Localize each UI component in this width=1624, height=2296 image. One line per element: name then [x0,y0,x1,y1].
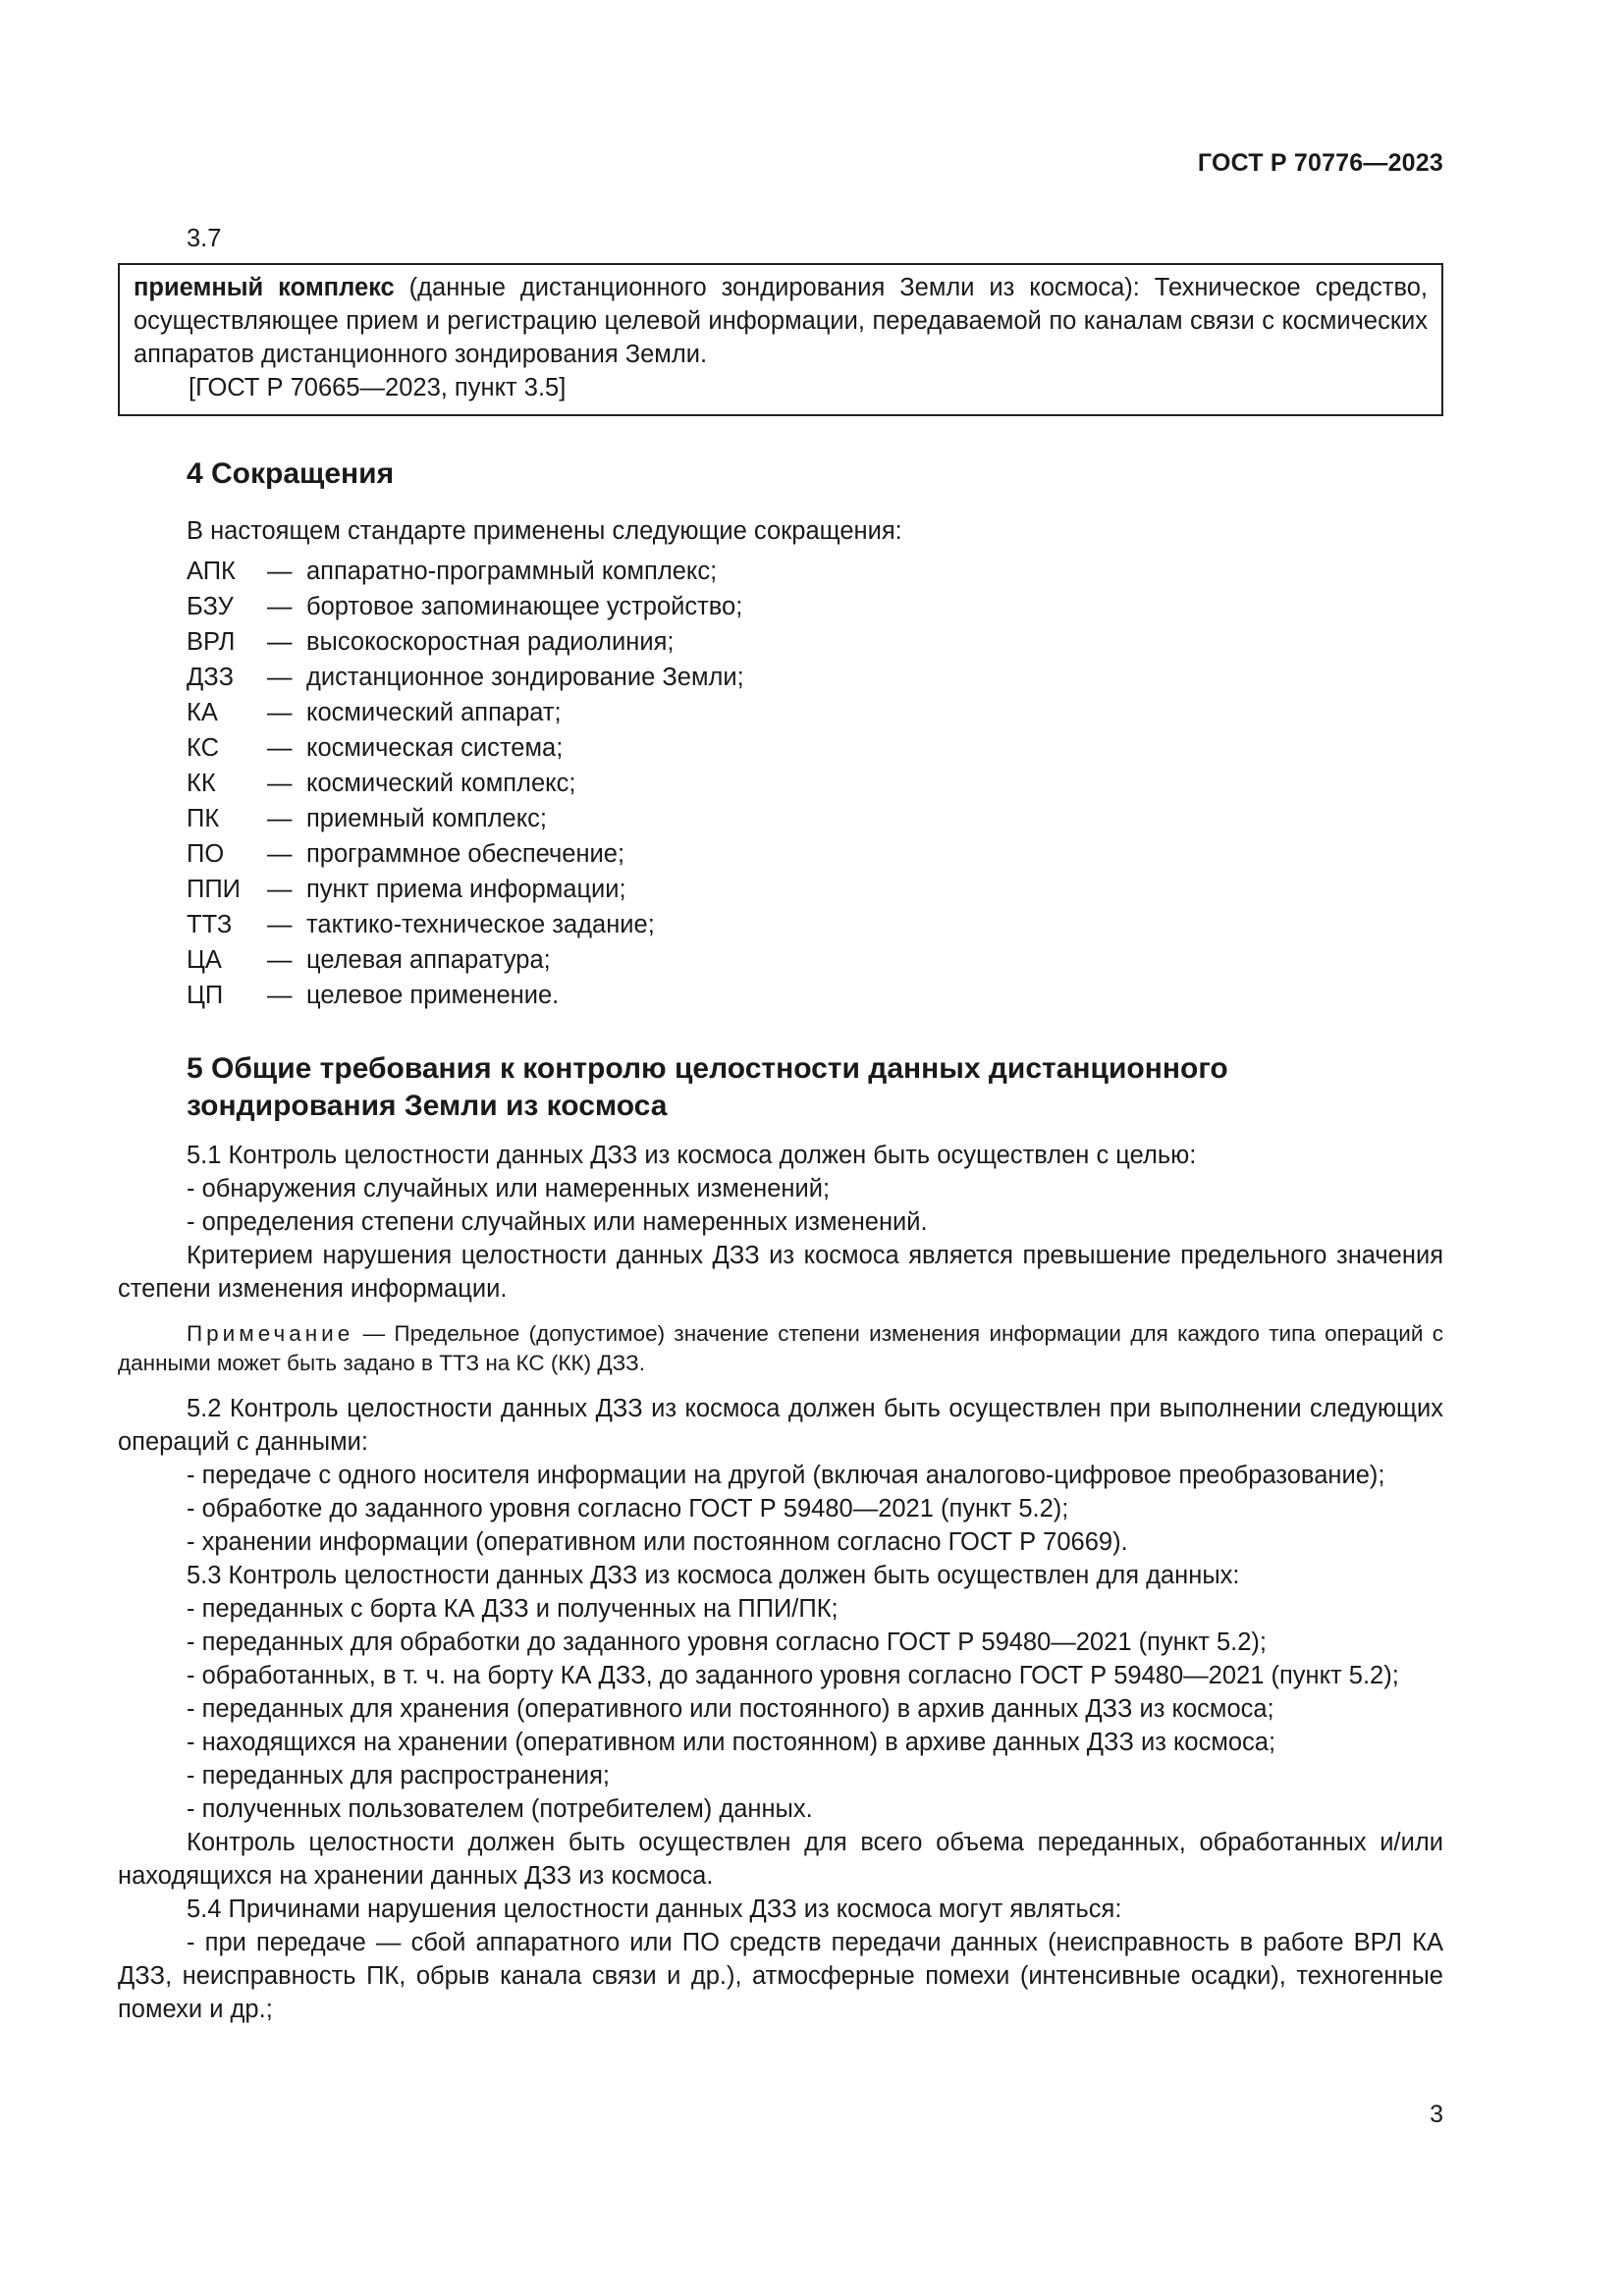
term-name: приемный комплекс [134,274,395,301]
abbreviation-code: ПО [187,840,225,868]
clause-5-3-item: - полученных пользователем (потребителем) данных. [187,1795,813,1823]
clause-5-4: 5.4 Причинами нарушения целостности данных ДЗЗ из космоса могут являться: [187,1896,1122,1923]
abbreviation-item [187,942,1443,978]
page-content [118,222,1443,2026]
note-text: — Предельное (допустимое) значение степени изменения информации для каждого типа операций с данными может быть задано в ТТЗ на КС (КК) ДЗЗ. [118,1321,1443,1375]
abbreviation-item [187,766,1443,801]
clause-5-1-criterion: Критерием нарушения целостности данных ДЗЗ из космоса является превышение предельного значения степени изменения информации. [118,1242,1443,1303]
abbreviation-item [187,730,1443,766]
page-number: 3 [1430,2101,1443,2128]
abbreviation-description: аппаратно-программный комплекс; [306,558,718,585]
clause-5-1-item: - определения степени случайных или намеренных изменений. [187,1208,928,1236]
abbreviation-code: ЦП [187,982,224,1009]
abbreviation-description: приемный комплекс; [306,805,547,832]
document-page [118,0,1443,2296]
abbreviation-dash: — [267,770,293,797]
clause-5-3-item: - переданных для хранения (оперативного или постоянного) в архив данных ДЗЗ из космоса; [187,1695,1274,1723]
clause-5-3-volume: Контроль целостности должен быть осуществлен для всего объема переданных, обработанных и/или находящихся на хранении данных ДЗЗ из космоса. [118,1829,1443,1890]
abbreviations-intro: В настоящем стандарте применены следующие сокращения: [187,517,902,545]
abbreviation-item [187,589,1443,624]
abbreviation-description: программное обеспечение; [306,840,625,868]
abbreviation-dash: — [267,664,293,691]
abbreviation-code: АПК [187,558,236,585]
abbreviation-code: ПК [187,805,220,832]
clause-5-2-item: - обработке до заданного уровня согласно ГОСТ Р 59480—2021 (пункт 5.2); [187,1495,1069,1522]
abbreviation-code: КК [187,770,216,797]
abbreviation-item [187,660,1443,695]
abbreviation-description: космический комплекс; [306,770,576,797]
abbreviation-item [187,836,1443,872]
note-label: Примечание [187,1321,354,1346]
clause-5-2-item: - хранении информации (оперативном или постоянном согласно ГОСТ Р 70669). [187,1528,1128,1556]
abbreviation-description: целевая аппаратура; [306,946,551,974]
abbreviation-code: ППИ [187,876,241,903]
abbreviation-dash: — [267,628,293,656]
abbreviation-description: космическая система; [306,734,564,762]
abbreviation-dash: — [267,946,293,974]
abbreviation-item [187,907,1443,942]
abbreviation-description: высокоскоростная радиолиния; [306,628,675,656]
abbreviation-description: пункт приема информации; [306,876,626,903]
abbreviation-dash: — [267,805,293,832]
abbreviation-dash: — [267,593,293,620]
abbreviation-dash: — [267,911,293,938]
abbreviation-code: КА [187,699,218,726]
abbreviation-dash: — [267,840,293,868]
abbreviation-dash: — [267,699,293,726]
abbreviation-item [187,554,1443,589]
abbreviation-dash: — [267,734,293,762]
abbreviation-item [187,801,1443,836]
clause-5-4-item: - при передаче — сбой аппаратного или ПО средств передачи данных (неисправность в работе ВРЛ КА ДЗЗ, неисправность ПК, обрыв канала связи и др.), атмосферные помехи (интенсивные осадки), техногенные помехи и др.; [118,1929,1443,2023]
clause-5-1: 5.1 Контроль целостности данных ДЗЗ из космоса должен быть осуществлен с целью: [187,1142,1197,1169]
section-5-title [187,1050,1443,1125]
term-definition-text: (данные дистанционного зондирования Земли из космоса): Техническое средство, осуществляющее прием и регистрацию целевой информации, передаваемой по каналам связи с космических аппаратов дистанционного зондирования Земли. [134,274,1428,368]
abbreviation-item [187,695,1443,730]
abbreviation-item [187,624,1443,660]
abbreviation-item [187,978,1443,1013]
clause-5-3-item: - переданных для распространения; [187,1762,610,1789]
abbreviation-dash: — [267,982,293,1009]
term-definition [134,271,1428,371]
abbreviation-code: ДЗЗ [187,664,235,691]
note [118,1319,1443,1378]
clause-5-2-item: - передаче с одного носителя информации на другой (включая аналогово-цифровое преобразование); [187,1462,1385,1489]
clause-5-3-item: - переданных с борта КА ДЗЗ и полученных на ППИ/ПК; [187,1595,839,1623]
clause-5-1-item: - обнаружения случайных или намеренных изменений; [187,1175,831,1202]
clause-5-3-item: - находящихся на хранении (оперативном или постоянном) в архиве данных ДЗЗ из космоса; [187,1729,1276,1756]
section-5-title-line-1: 5 Общие требования к контролю целостности данных дистанционного [187,1052,1228,1085]
section-4-title: 4 Сокращения [187,457,395,490]
abbreviation-code: ЦА [187,946,222,974]
clause-5-3-item: - переданных для обработки до заданного уровня согласно ГОСТ Р 59480—2021 (пункт 5.2); [187,1629,1267,1656]
abbreviation-code: КС [187,734,219,762]
abbreviation-description: дистанционное зондирование Земли; [306,664,744,691]
clause-5-3: 5.3 Контроль целостности данных ДЗЗ из космоса должен быть осуществлен для данных: [187,1562,1240,1589]
abbreviation-description: тактико-техническое задание; [306,911,655,938]
term-source: [ГОСТ Р 70665—2023, пункт 3.5] [189,374,567,401]
abbreviation-dash: — [267,876,293,903]
clause-5-2: 5.2 Контроль целостности данных ДЗЗ из космоса должен быть осуществлен при выполнении следующих операций с данными: [118,1395,1443,1456]
abbreviation-code: ТТЗ [187,911,233,938]
abbreviation-item [187,872,1443,907]
abbreviation-dash: — [267,558,293,585]
abbreviation-code: БЗУ [187,593,234,620]
term-definition-box [118,263,1443,416]
term-number: 3.7 [187,225,222,252]
abbreviation-code: ВРЛ [187,628,236,656]
abbreviation-description: бортовое запоминающее устройство; [306,593,743,620]
document-id-header: ГОСТ Р 70776—2023 [1197,149,1443,177]
abbreviation-description: космический аппарат; [306,699,562,726]
section-5-title-line-2: зондирования Земли из космоса [187,1090,668,1122]
abbreviation-description: целевое применение. [306,982,560,1009]
abbreviations-list [187,554,1443,1013]
clause-5-3-item: - обработанных, в т. ч. на борту КА ДЗЗ, до заданного уровня согласно ГОСТ Р 59480—2021 (пункт 5.2); [187,1662,1399,1689]
